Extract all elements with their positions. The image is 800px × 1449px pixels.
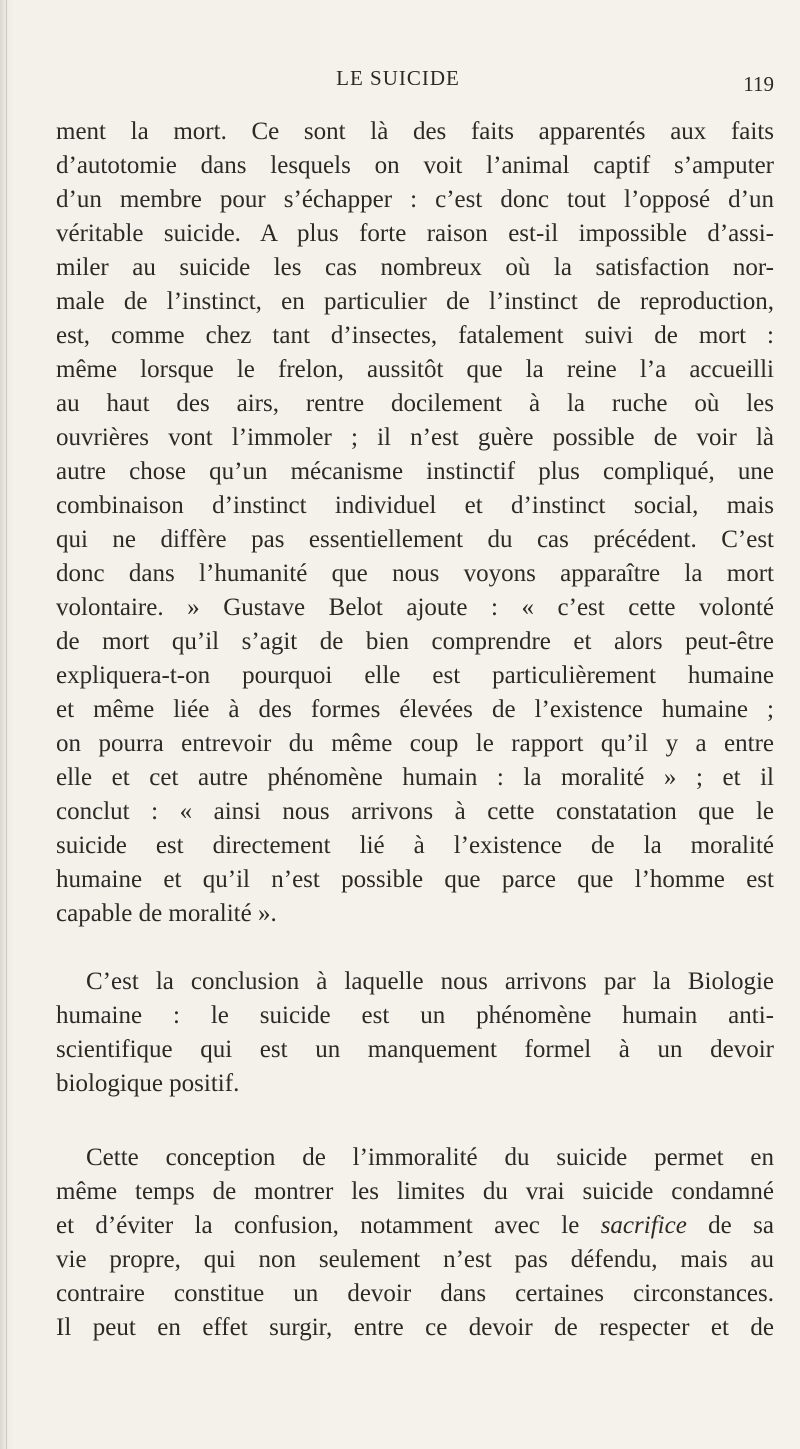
text-line: C’est la conclusion à laquelle nous arrivons par la Biologie — [86, 968, 774, 995]
page-number: 119 — [743, 72, 774, 96]
text-line: même temps de montrer les limites du vrai suicide condamné — [56, 1178, 774, 1205]
text-line: biologique positif. — [56, 1070, 240, 1097]
text-line: d’autotomie dans lesquels on voit l’animal captif s’amputer — [56, 152, 774, 179]
paragraph-spacer — [56, 931, 774, 965]
text-line: ouvrières vont l’immoler ; il n’est guère possible de voir là — [56, 424, 774, 451]
text-line: capable de moralité ». — [56, 900, 277, 927]
paragraph-2 — [56, 965, 774, 1101]
text-line: expliquera-t-on pourquoi elle est particulièrement humaine — [56, 662, 774, 689]
text-line: conclut : « ainsi nous arrivons à cette constatation que le — [56, 798, 774, 825]
text-line: combinaison d’instinct individuel et d’instinct social, mais — [56, 492, 774, 519]
italic-term: sacrifice — [600, 1212, 687, 1239]
text-line: contraire constitue un devoir dans certaines circonstances. — [56, 1280, 774, 1307]
text-line: scientifique qui est un manquement formel à un devoir — [56, 1036, 774, 1063]
text-line: on pourra entrevoir du même coup le rapport qu’il y a entre — [56, 730, 774, 757]
text-line: de mort qu’il s’agit de bien comprendre et alors peut-être — [56, 628, 774, 655]
paragraph-3 — [56, 1141, 774, 1345]
text-line: autre chose qu’un mécanisme instinctif plus compliqué, une — [56, 458, 774, 485]
text-line: est, comme chez tant d’insectes, fatalement suivi de mort : — [56, 322, 774, 349]
text-line: au haut des airs, rentre docilement à la ruche où les — [56, 390, 774, 417]
text-line: elle et cet autre phénomène humain : la moralité » ; et il — [56, 764, 774, 791]
text-line: suicide est directement lié à l’existence de la moralité — [56, 832, 774, 859]
text-line: vie propre, qui non seulement n’est pas défendu, mais au — [56, 1246, 774, 1273]
paragraph-1 — [56, 115, 774, 931]
text-line: male de l’instinct, en particulier de l’instinct de reproduction, — [56, 288, 774, 315]
text-line: même lorsque le frelon, aussitôt que la reine l’a accueilli — [56, 356, 774, 383]
paragraph-spacer — [56, 1101, 774, 1141]
text-line: donc dans l’humanité que nous voyons apparaître la mort — [56, 560, 774, 587]
page-gutter — [6, 0, 7, 1449]
text-line: ment la mort. Ce sont là des faits apparentés aux faits — [56, 118, 774, 145]
running-title: LE SUICIDE — [336, 66, 460, 90]
text-line: d’un membre pour s’échapper : c’est donc tout l’opposé d’un — [56, 186, 774, 213]
text-line-with-italic — [56, 1209, 774, 1243]
running-head — [120, 66, 774, 96]
text-line: véritable suicide. A plus forte raison est-il impossible d’assi- — [56, 220, 774, 247]
text-line: qui ne diffère pas essentiellement du cas précédent. C’est — [56, 526, 774, 553]
text-fragment: et d’éviter la confusion, notamment avec le — [56, 1212, 601, 1239]
text-fragment: de sa — [686, 1212, 774, 1239]
text-line: humaine et qu’il n’est possible que parce que l’homme est — [56, 866, 774, 893]
text-line: miler au suicide les cas nombreux où la satisfaction nor- — [56, 254, 774, 281]
text-line: humaine : le suicide est un phénomène humain anti- — [56, 1002, 774, 1029]
text-line: volontaire. » Gustave Belot ajoute : « c’est cette volonté — [56, 594, 774, 621]
text-line: Cette conception de l’immoralité du suicide permet en — [86, 1144, 774, 1171]
body-text — [56, 115, 774, 1345]
text-line: Il peut en effet surgir, entre ce devoir de respecter et de — [56, 1314, 774, 1341]
text-line: et même liée à des formes élevées de l’existence humaine ; — [56, 696, 774, 723]
